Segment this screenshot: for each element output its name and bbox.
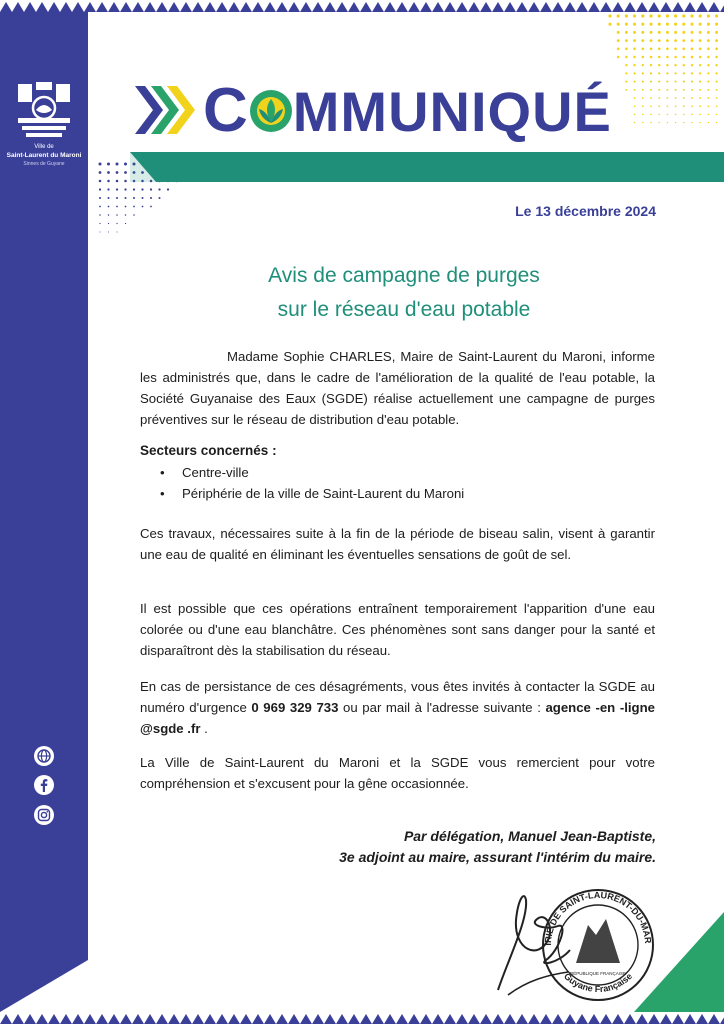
- decorative-dot: [650, 31, 653, 34]
- notice-title-line1: Avis de campagne de purges: [268, 264, 540, 287]
- decorative-dot: [699, 81, 701, 83]
- decorative-dot: [658, 105, 660, 107]
- communique-title: [203, 75, 612, 146]
- decorative-dot: [674, 47, 677, 50]
- decorative-dot: [674, 39, 677, 42]
- decorative-dot: [707, 81, 709, 83]
- decorative-dot: [650, 47, 653, 50]
- decorative-dot: [699, 31, 702, 34]
- facebook-icon[interactable]: [34, 775, 54, 795]
- decorative-dot: [642, 114, 644, 116]
- decorative-dot: [716, 97, 718, 99]
- decorative-dot: [674, 31, 677, 34]
- decorative-dot: [634, 122, 635, 123]
- decorative-dot: [716, 105, 718, 107]
- decorative-dot: [690, 23, 693, 26]
- decorative-dot: [658, 114, 660, 116]
- decorative-dot: [675, 105, 677, 107]
- decorative-dot: [658, 47, 661, 50]
- decorative-dot: [716, 122, 717, 123]
- list-item: • Centre-ville: [160, 462, 464, 483]
- decorative-dot: [691, 64, 693, 66]
- decorative-dot: [633, 14, 636, 17]
- decorative-dot: [715, 23, 718, 26]
- decorative-dot: [716, 89, 718, 91]
- decorative-dot: [642, 81, 644, 83]
- decorative-dot: [634, 97, 636, 99]
- decorative-dot: [642, 97, 644, 99]
- decorative-dot: [658, 89, 660, 91]
- decorative-dot: [642, 105, 644, 107]
- decorative-dot: [133, 206, 135, 208]
- decorative-dot: [658, 122, 659, 123]
- decorative-dot: [633, 23, 636, 26]
- decorative-dot: [666, 97, 668, 99]
- decorative-dot: [707, 97, 709, 99]
- globe-icon[interactable]: [34, 746, 54, 766]
- decorative-dot: [666, 39, 669, 42]
- decorative-dot: [650, 97, 652, 99]
- decorative-dot: [625, 81, 627, 83]
- decorative-dot: [699, 114, 701, 116]
- decorative-dot: [641, 31, 644, 34]
- decorative-dot: [108, 206, 110, 208]
- decorative-dot: [650, 56, 653, 59]
- effects-paragraph: Il est possible que ces opérations entraînent temporairement l'apparition d'une eau colorée ou d'une eau blanchâtre. Ces phénomènes sont sans danger pour la santé et disparaîtront dès la stabilisation du réseau.: [140, 601, 655, 658]
- decorative-dot: [691, 72, 693, 74]
- decorative-dot: [633, 31, 636, 34]
- decorative-dot: [707, 56, 710, 59]
- decorative-dot: [650, 72, 652, 74]
- decorative-dot: [707, 14, 710, 17]
- decorative-dot: [667, 114, 669, 116]
- decorative-dot: [707, 89, 709, 91]
- header-band: [130, 152, 724, 182]
- decorative-dot: [674, 64, 676, 66]
- decorative-dot: [658, 14, 661, 17]
- decorative-dot: [634, 105, 636, 107]
- decorative-dot: [625, 14, 628, 17]
- decorative-dot: [650, 89, 652, 91]
- decorative-dot: [99, 188, 101, 190]
- decorative-dot: [683, 105, 685, 107]
- decorative-dot: [107, 180, 110, 183]
- decorative-dot: [108, 214, 110, 216]
- decorative-dot: [666, 89, 668, 91]
- decorative-dot: [683, 72, 685, 74]
- decorative-dot: [666, 64, 668, 66]
- decorative-dot: [699, 14, 702, 17]
- instagram-icon[interactable]: [34, 805, 54, 825]
- decorative-dot: [116, 214, 118, 216]
- decorative-dot: [641, 23, 644, 26]
- thanks-paragraph: La Ville de Saint-Laurent du Maroni et la SGDE vous remercient pour votre compréhension et s'excusent pour la gêne occasionnée.: [140, 755, 655, 791]
- title-letter-o: [249, 81, 293, 125]
- decorative-dot: [625, 89, 627, 91]
- decorative-dot: [158, 188, 160, 190]
- emergency-phone: 0 969 329 733: [251, 700, 339, 715]
- decorative-dot: [699, 23, 702, 26]
- decorative-dot: [625, 64, 627, 66]
- decorative-dot: [683, 89, 685, 91]
- decorative-dot: [716, 81, 718, 83]
- decorative-dot: [133, 197, 135, 199]
- decorative-dot: [707, 47, 710, 50]
- decorative-dot: [667, 105, 669, 107]
- decorative-dot: [99, 171, 102, 174]
- decorative-dot: [650, 64, 652, 66]
- decorative-dot: [617, 23, 620, 26]
- notice-title-line2: sur le réseau d'eau potable: [277, 298, 531, 321]
- decorative-dot: [150, 188, 152, 190]
- decorative-dot: [675, 114, 677, 116]
- list-item: • Périphérie de la ville de Saint-Laurent du Maroni: [160, 483, 464, 504]
- decorative-dot: [707, 64, 709, 66]
- decorative-dot: [99, 223, 100, 224]
- decorative-dot: [666, 31, 669, 34]
- top-zigzag-border: [0, 0, 724, 12]
- title-letter-c: C: [203, 76, 249, 145]
- decorative-dot: [675, 89, 677, 91]
- decorative-dot: [666, 23, 669, 26]
- decorative-dot: [658, 56, 661, 59]
- decorative-dot: [666, 72, 668, 74]
- decorative-dot: [107, 163, 110, 166]
- decorative-dot: [691, 56, 694, 59]
- decorative-dot: [124, 188, 126, 190]
- decorative-dot: [707, 23, 710, 26]
- decorative-dot: [633, 47, 636, 50]
- decorative-dot: [715, 72, 717, 74]
- decorative-dot: [708, 105, 710, 107]
- decorative-dot: [691, 122, 692, 123]
- stamp-outer-text: IRIE DE SAINT-LAURENT-DU-MAR: [542, 889, 654, 946]
- decorative-dot: [691, 81, 693, 83]
- decorative-dot: [650, 105, 652, 107]
- decorative-dot: [658, 23, 661, 26]
- decorative-dot: [125, 206, 127, 208]
- decorative-dot: [683, 64, 685, 66]
- decorative-dot: [716, 114, 718, 116]
- decorative-dot: [625, 31, 628, 34]
- decorative-dot: [142, 206, 144, 208]
- contact-text-a: En cas de persistance de ces désagréments, vous êtes invités à contacter la SGDE au numéro d'urgence: [140, 679, 655, 715]
- decorative-dot: [699, 56, 702, 59]
- decorative-dot: [150, 206, 152, 208]
- publication-date: Le 13 décembre 2024: [515, 203, 656, 219]
- decorative-dot: [707, 72, 709, 74]
- decorative-dot: [691, 97, 693, 99]
- decorative-dot: [667, 122, 668, 123]
- intro-paragraph: Madame Sophie CHARLES, Maire de Saint-Laurent du Maroni, informe les administrés que, dans le cadre de l'amélioration de la qualité de l'eau potable, la Société Guyanaise des Eaux (SGDE) réalise actuellement une campagne de purges préventives sur le réseau de distribution d'eau potable.: [140, 349, 655, 427]
- decorative-dot: [682, 47, 685, 50]
- decorative-dot: [634, 114, 636, 116]
- decorative-dot: [699, 64, 701, 66]
- title-rest: MMUNIQUÉ: [292, 80, 612, 143]
- decorative-dot: [715, 14, 718, 17]
- decorative-dot: [658, 64, 660, 66]
- contact-email[interactable]: agence -en -ligne @sgde .fr: [140, 700, 655, 736]
- town-label-line1: Ville de: [34, 144, 54, 150]
- decorative-dot: [117, 232, 118, 233]
- decorative-dot: [633, 39, 636, 42]
- decorative-dot: [642, 64, 644, 66]
- decorative-dot: [633, 72, 635, 74]
- town-crest-icon: [14, 80, 74, 142]
- decorative-dot: [617, 31, 620, 34]
- bottom-zigzag-border: [0, 1012, 724, 1024]
- decorative-dot: [658, 72, 660, 74]
- decorative-dot: [682, 14, 685, 17]
- decorative-dot: [608, 14, 611, 17]
- sectors-list: [160, 462, 464, 504]
- signature-line2: 3e adjoint au maire, assurant l'intérim du maire.: [339, 849, 656, 865]
- contact-paragraph: [140, 676, 655, 739]
- decorative-dot: [707, 39, 710, 42]
- decorative-dot: [99, 197, 101, 199]
- decorative-dot: [617, 14, 620, 17]
- decorative-dot: [124, 180, 127, 183]
- decorative-dot: [707, 31, 710, 34]
- decorative-dot: [125, 223, 126, 224]
- decorative-dot: [715, 64, 717, 66]
- decorative-dot: [617, 39, 620, 42]
- decorative-dot: [699, 97, 701, 99]
- decorative-dot: [683, 56, 686, 59]
- decorative-dot: [133, 188, 135, 190]
- leaf-emblem-icon: [249, 89, 293, 133]
- decorative-dot: [116, 206, 118, 208]
- decorative-dot: [159, 197, 161, 199]
- decorative-dot: [99, 206, 101, 208]
- decorative-dot: [691, 105, 693, 107]
- decorative-dot: [116, 171, 119, 174]
- sidebar: [0, 0, 88, 1024]
- decorative-dot: [641, 47, 644, 50]
- decorative-dot: [167, 188, 169, 190]
- decorative-dot: [674, 23, 677, 26]
- decorative-dot: [641, 14, 644, 17]
- decorative-dot: [642, 72, 644, 74]
- decorative-dot: [150, 197, 152, 199]
- decorative-dot: [617, 56, 620, 59]
- sectors-heading: Secteurs concernés :: [140, 443, 277, 458]
- decorative-dot: [116, 223, 117, 224]
- decorative-dot: [683, 97, 685, 99]
- decorative-dot: [633, 56, 636, 59]
- contact-text-b: ou par mail à l'adresse suivante :: [338, 700, 546, 715]
- decorative-dot: [691, 114, 693, 116]
- decorative-dot: [682, 31, 685, 34]
- decorative-dot: [699, 47, 702, 50]
- decorative-dot: [133, 214, 135, 216]
- decorative-dot: [617, 47, 620, 50]
- decorative-dot: [107, 171, 110, 174]
- decorative-dot: [649, 14, 652, 17]
- stamp-inner-text: RÉPUBLIQUE FRANÇAISE: [569, 971, 627, 976]
- decorative-dot: [124, 163, 127, 166]
- decorative-dot: [715, 39, 718, 42]
- decorative-dot: [116, 163, 119, 166]
- decorative-dot: [715, 31, 718, 34]
- town-label-subtitle: Sinnes de Guyane: [23, 161, 65, 167]
- decorative-dot: [141, 188, 143, 190]
- decorative-dot: [715, 56, 718, 59]
- decorative-dot: [116, 188, 118, 190]
- decorative-dot: [682, 23, 685, 26]
- signature-and-stamp: [488, 880, 658, 1010]
- decorative-dot: [650, 114, 652, 116]
- yellow-dots-decoration: [606, 12, 724, 132]
- decorative-dot: [124, 171, 127, 174]
- decorative-dot: [658, 39, 661, 42]
- official-stamp: [543, 890, 653, 1000]
- decorative-dot: [649, 23, 652, 26]
- decorative-dot: [650, 122, 651, 123]
- decorative-dot: [682, 39, 685, 42]
- decorative-dot: [691, 47, 694, 50]
- decorative-dot: [666, 47, 669, 50]
- contact-text-c: .: [200, 721, 208, 736]
- decorative-dot: [641, 39, 644, 42]
- decorative-dot: [683, 81, 685, 83]
- works-paragraph: Ces travaux, nécessaires suite à la fin de la période de biseau salin, visent à garantir une eau de qualité en éliminant les éventuelles sensations de goût de sel.: [140, 526, 655, 562]
- decorative-dot: [625, 47, 628, 50]
- signature-line1: Par délégation, Manuel Jean-Baptiste,: [403, 828, 656, 844]
- decorative-dot: [107, 188, 109, 190]
- decorative-dot: [634, 89, 636, 91]
- decorative-dot: [125, 214, 127, 216]
- decorative-dot: [625, 72, 627, 74]
- decorative-dot: [625, 23, 628, 26]
- decorative-dot: [125, 197, 127, 199]
- decorative-dot: [99, 180, 102, 183]
- decorative-dot: [675, 81, 677, 83]
- decorative-dot: [666, 56, 669, 59]
- decorative-dot: [699, 39, 702, 42]
- decorative-dot: [100, 232, 101, 233]
- decorative-dot: [699, 72, 701, 74]
- decorative-dot: [116, 180, 119, 183]
- stamp-bottom-text: Guyane Française: [561, 971, 635, 995]
- decorative-dot: [683, 114, 685, 116]
- decorative-dot: [699, 89, 701, 91]
- decorative-dot: [608, 23, 611, 26]
- decorative-dot: [625, 56, 628, 59]
- decorative-dot: [658, 31, 661, 34]
- decorative-dot: [683, 122, 684, 123]
- decorative-dot: [691, 89, 693, 91]
- decorative-dot: [108, 197, 110, 199]
- decorative-dot: [650, 81, 652, 83]
- decorative-dot: [642, 56, 645, 59]
- decorative-dot: [99, 163, 102, 166]
- decorative-dot: [674, 72, 676, 74]
- decorative-dot: [674, 14, 677, 17]
- decorative-dot: [634, 81, 636, 83]
- decorative-dot: [674, 56, 677, 59]
- decorative-dot: [108, 223, 109, 224]
- decorative-dot: [658, 81, 660, 83]
- decorative-dot: [708, 114, 710, 116]
- decorative-dot: [633, 64, 635, 66]
- decorative-dot: [625, 39, 628, 42]
- decorative-dot: [650, 39, 653, 42]
- decorative-dot: [675, 122, 676, 123]
- decorative-dot: [142, 197, 144, 199]
- decorative-dot: [642, 122, 643, 123]
- decorative-dot: [690, 14, 693, 17]
- decorative-dot: [642, 89, 644, 91]
- decorative-dot: [699, 122, 700, 123]
- decorative-dot: [666, 81, 668, 83]
- decorative-dot: [658, 97, 660, 99]
- decorative-dot: [666, 14, 669, 17]
- decorative-dot: [99, 214, 101, 216]
- decorative-dot: [675, 97, 677, 99]
- decorative-dot: [699, 105, 701, 107]
- decorative-dot: [116, 197, 118, 199]
- decorative-dot: [108, 232, 109, 233]
- decorative-dot: [715, 47, 718, 50]
- decorative-dot: [691, 31, 694, 34]
- town-label-name: Saint-Laurent du Maroni: [6, 152, 82, 159]
- decorative-dot: [708, 122, 709, 123]
- decorative-dot: [691, 39, 694, 42]
